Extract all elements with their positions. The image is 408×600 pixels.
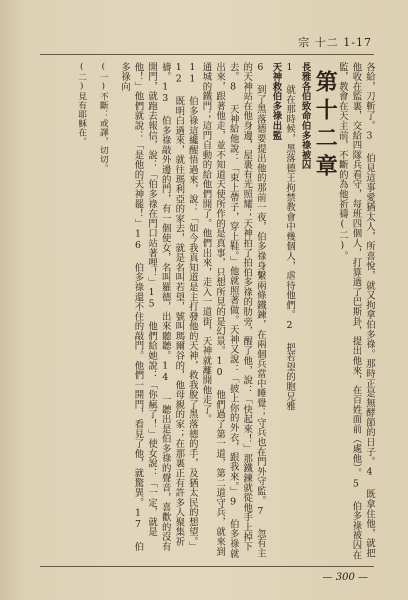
- section-heading-2: 天神救伯多祿出監: [270, 62, 282, 141]
- paragraph-2: 6 到了黑落德要提出他的那前一夜，伯多祿身繫兩條鐵鍊，在兩個兵當中睡覺；守兵也在門外守監。7 忽有主的天神站在他身邊，屋裏有光照耀；天神拍了拍伯多祿的肋旁，醒了他，說：「快起來！」那鐵鍊就從他手上掉下去。8 天神給他說：「束上帶子，穿上鞋。」他就照著做。天神又說：「披上你的外衣，跟我來。」9 伯多祿就出來，跟著他走，並不知道天使所作的是真事，只想所見的是幻景。10 他們過了第一道，第二道守兵，就來到通城的鐵門；這門自動的給他們開了。他們出來，走入一道街，天神就離開他走了。: [200, 62, 266, 559]
- running-head: 宗 十二 1-17: [298, 36, 372, 49]
- section-heading-1: 長雅各伯致命伯多祿被囚: [299, 62, 311, 170]
- paragraph-1: 1 就在那時候，黑落德王拘禁教會中幾個人，虐待他們。2 把若望的胞兄雅: [284, 62, 296, 412]
- carryover-paragraph: 各給，刀斬了。3 伯見這事愛猶太人，所喜悅，就又拘拿伯多祿。那時正是無酵節的日子。4 既拿住他，就把他收在監裏，交給四隊兵看守，每班四個人，打算過了巴斯卦，提出他來，在百姓面前（處他）。5 伯多祿被囚在監，教會在天主前，不斷的為他祈禱(二)。: [336, 62, 375, 560]
- chapter-title: 第十二章: [312, 70, 339, 182]
- header-rule: [40, 54, 374, 55]
- paragraph-3: 11 伯多祿這纔醒悟過來，說：「如今我真知道是主打發他的天神，救我脫了黑落德的手，及猶太民的想望。」12 既明白過來，就往瑪利亞的家去，就是名叫若望，號叫瑪爾谷的，他母親的家；在那裏正有許多人聚集祈禱。13 伯多祿敲外邊的門，有一個使女，名叫羅德，出來聽聽。14 一聽出是伯多祿的聲音，喜歡的沒有開門，就跑去報信，說：「伯多祿在門口站著哩！」15 他們給她說：「你瘋了！」使女說：「一定，就是他！」他們就說：「是他的天神罷！」16 伯多祿還不住的敲門。他們一開門，看見了他，就驚異。17 伯多祿向: [118, 62, 198, 552]
- footnote-1: (一)不斷：或譯，切切。: [98, 62, 109, 173]
- page-body: [36, 62, 376, 560]
- page-number: — 300 —: [322, 572, 368, 583]
- footer-rule: [40, 566, 374, 567]
- footnote-2: (二)見有耶穌在。: [76, 62, 87, 146]
